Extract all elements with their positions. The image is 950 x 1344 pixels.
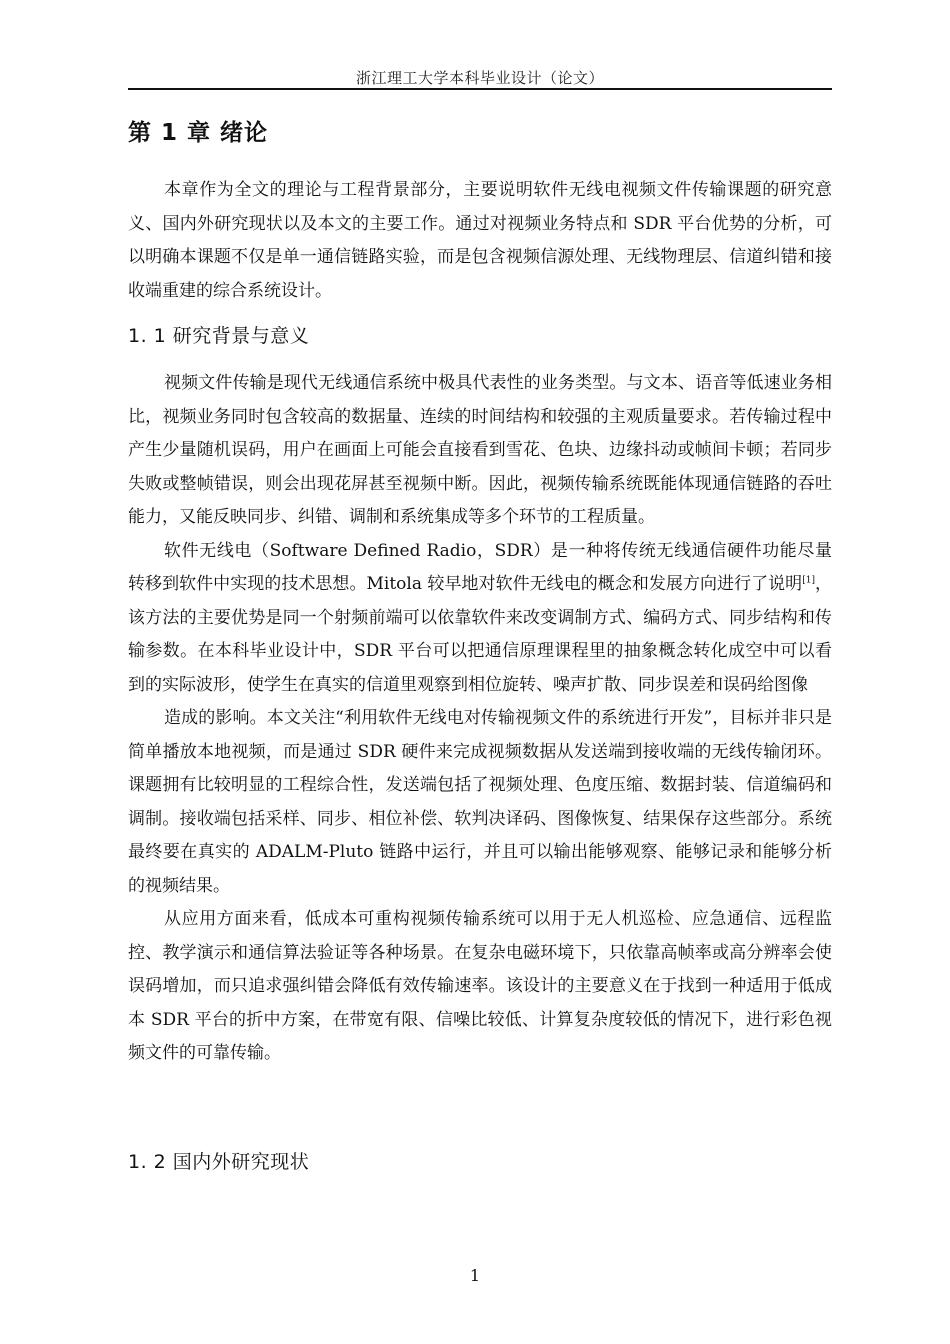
running-header: 浙江理工大学本科毕业设计（论文） (355, 69, 604, 87)
paragraph-system-goal: 造成的影响。本文关注“利用软件无线电对传输视频文件的系统进行开发”，目标并非只是简单播放本地视频，而是通过 SDR 硬件来完成视频数据从发送端到接收端的无线传输闭环。课题拥有比较明显的工程综合性，发送端包括了视频处理、色度压缩、数据封装、信道编码和调制。接收端包括采样、同步、相位补偿、软判决译码、图像恢复、结果保存这些部分。系统最终要在真实的 ADALM-Pluto 链路中运行，并且可以输出能够观察、能够记录和能够分析的视频结果。 (128, 708, 832, 896)
header-rule (128, 88, 832, 90)
intro-paragraph: 本章作为全文的理论与工程背景部分，主要说明软件无线电视频文件传输课题的研究意义、国内外研究现状以及本文的主要工作。通过对视频业务特点和 SDR 平台优势的分析，可以明确本课题不仅是单一通信链路实验，而是包含视频信源处理、无线物理层、信道纠错和接收端重建的综合系统设计。 (128, 180, 832, 301)
paragraph-sdr-text-a: 软件无线电（Software Defined Radio，SDR）是一种将传统无线通信硬件功能尽量转移到软件中实现的技术思想。Mitola 较早地对软件无线电的概念和发展方向进行了说明 (128, 540, 832, 594)
paragraph-video-transmission: 视频文件传输是现代无线通信系统中极具代表性的业务类型。与文本、语音等低速业务相比，视频业务同时包含较高的数据量、连续的时间结构和较强的主观质量要求。若传输过程中产生少量随机误码，用户在画面上可能会直接看到雪花、色块、边缘抖动或帧间卡顿；若同步失败或整帧错误，则会出现花屏甚至视频中断。因此，视频传输系统既能体现通信链路的吞吐能力，又能反映同步、纠错、调制和系统集成等多个环节的工程质量。 (128, 373, 832, 527)
paragraph-sdr-text-b: ，该方法的主要优势是同一个射频前端可以依靠软件来改变调制方式、编码方式、同步结构和传输参数。在本科毕业设计中，SDR 平台可以把通信原理课程里的抽象概念转化成空中可以看到的实际波形，使学生在真实的信道里观察到相位旋转、噪声扩散、同步误差和误码给图像 (128, 574, 833, 695)
page-number: 1 (469, 1266, 481, 1285)
paragraph-applications: 从应用方面来看，低成本可重构视频传输系统可以用于无人机巡检、应急通信、远程监控、教学演示和通信算法验证等各种场景。在复杂电磁环境下，只依靠高帧率或高分辨率会使误码增加，而只追求强纠错会降低有效传输速率。该设计的主要意义在于找到一种适用于低成本 SDR 平台的折中方案，在带宽有限、信噪比较低、计算复杂度较低的情况下，进行彩色视频文件的可靠传输。 (128, 909, 832, 1063)
chapter-title: 第 1 章 绪论 (128, 120, 269, 146)
section-title-1-2: 1. 2 国内外研究现状 (128, 1151, 310, 1173)
intro-block (128, 174, 832, 308)
section-title-1-1: 1. 1 研究背景与意义 (128, 325, 310, 347)
citation-ref: [1] (802, 575, 815, 586)
section-1-1-body (128, 367, 832, 1071)
paragraph-sdr (128, 535, 832, 703)
